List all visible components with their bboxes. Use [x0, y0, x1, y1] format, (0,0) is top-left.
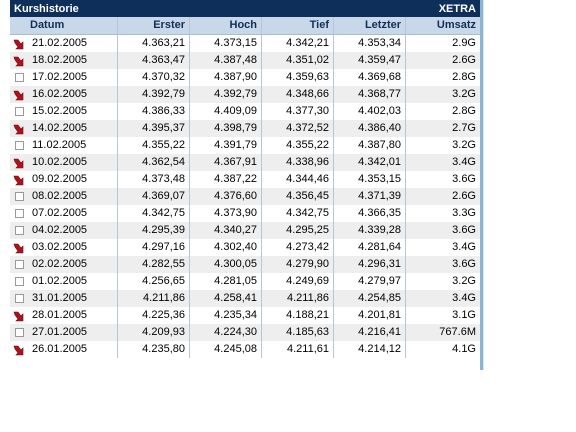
table-body [10, 35, 480, 358]
cell-erster: 4.395,37 [118, 120, 190, 137]
red-down-arrow-icon [10, 307, 28, 324]
cell-tief: 4.211,86 [262, 290, 334, 307]
cell-letzter: 4.387,80 [334, 137, 406, 154]
cell-tief: 4.295,25 [262, 222, 334, 239]
cell-umsatz: 3.4G [452, 241, 476, 253]
table-row[interactable] [10, 154, 480, 171]
cell-hoch: 4.376,60 [190, 188, 262, 205]
cell-umsatz: 2.7G [452, 122, 476, 134]
cell-hoch: 4.392,79 [190, 86, 262, 103]
table-row[interactable] [10, 171, 480, 188]
cell-hoch: 4.373,15 [190, 35, 262, 52]
cell-hoch: 4.409,09 [190, 103, 262, 120]
cell-datum: 15.02.2005 [28, 103, 118, 120]
cell-hoch: 4.281,05 [190, 273, 262, 290]
cell-erster: 4.235,80 [118, 341, 190, 358]
empty-checkbox-icon [10, 290, 28, 307]
cell-datum: 04.02.2005 [28, 222, 118, 239]
cell-letzter: 4.201,81 [334, 307, 406, 324]
cell-erster: 4.363,21 [118, 35, 190, 52]
table-row[interactable] [10, 324, 480, 341]
red-down-arrow-icon [10, 154, 28, 171]
column-header-tief[interactable]: Tief [262, 17, 334, 34]
cell-tief: 4.342,75 [262, 205, 334, 222]
empty-checkbox-icon [10, 69, 28, 86]
cell-tief: 4.359,63 [262, 69, 334, 86]
cell-erster: 4.342,75 [118, 205, 190, 222]
cell-datum: 07.02.2005 [28, 205, 118, 222]
cell-datum: 03.02.2005 [28, 239, 118, 256]
cell-erster: 4.295,39 [118, 222, 190, 239]
column-header-umsatz[interactable]: Umsatz [436, 19, 476, 31]
table-row[interactable] [10, 52, 480, 69]
table-row[interactable] [10, 273, 480, 290]
cell-datum: 11.02.2005 [28, 137, 118, 154]
cell-datum: 10.02.2005 [28, 154, 118, 171]
red-down-arrow-icon [10, 341, 28, 358]
cell-hoch: 4.387,90 [190, 69, 262, 86]
cell-hoch: 4.367,91 [190, 154, 262, 171]
cell-umsatz: 2.6G [452, 190, 476, 202]
cell-letzter: 4.366,35 [334, 205, 406, 222]
cell-erster: 4.211,86 [118, 290, 190, 307]
cell-letzter: 4.342,01 [334, 154, 406, 171]
cell-tief: 4.372,52 [262, 120, 334, 137]
cell-datum: 26.01.2005 [28, 341, 118, 358]
table-row[interactable] [10, 35, 480, 52]
cell-umsatz: 2.8G [452, 71, 476, 83]
cell-letzter: 4.371,39 [334, 188, 406, 205]
cell-letzter: 4.353,34 [334, 35, 406, 52]
cell-erster: 4.225,36 [118, 307, 190, 324]
cell-umsatz: 3.2G [452, 275, 476, 287]
cell-datum: 18.02.2005 [28, 52, 118, 69]
kurshistorie-panel [10, 0, 480, 358]
cell-letzter: 4.216,41 [334, 324, 406, 341]
red-down-arrow-icon [10, 239, 28, 256]
cell-erster: 4.373,48 [118, 171, 190, 188]
cell-hoch: 4.245,08 [190, 341, 262, 358]
red-down-arrow-icon [10, 120, 28, 137]
scrollbar-edge [483, 0, 484, 370]
cell-tief: 4.344,46 [262, 171, 334, 188]
column-header-letzter[interactable]: Letzter [334, 17, 406, 34]
table-header [10, 17, 480, 35]
cell-tief: 4.338,96 [262, 154, 334, 171]
cell-hoch: 4.224,30 [190, 324, 262, 341]
header-icon-spacer [10, 17, 28, 34]
table-row[interactable] [10, 205, 480, 222]
red-down-arrow-icon [10, 35, 28, 52]
cell-datum: 21.02.2005 [28, 35, 118, 52]
cell-erster: 4.282,55 [118, 256, 190, 273]
cell-tief: 4.188,21 [262, 307, 334, 324]
cell-tief: 4.185,63 [262, 324, 334, 341]
cell-tief: 4.211,61 [262, 341, 334, 358]
cell-datum: 01.02.2005 [28, 273, 118, 290]
cell-erster: 4.369,07 [118, 188, 190, 205]
cell-datum: 08.02.2005 [28, 188, 118, 205]
cell-letzter: 4.353,15 [334, 171, 406, 188]
cell-tief: 4.342,21 [262, 35, 334, 52]
cell-erster: 4.363,47 [118, 52, 190, 69]
cell-erster: 4.386,33 [118, 103, 190, 120]
cell-tief: 4.377,30 [262, 103, 334, 120]
cell-tief: 4.348,66 [262, 86, 334, 103]
column-header-datum[interactable]: Datum [28, 17, 118, 34]
table-row[interactable] [10, 103, 480, 120]
table-row[interactable] [10, 222, 480, 239]
empty-checkbox-icon [10, 324, 28, 341]
cell-hoch: 4.391,79 [190, 137, 262, 154]
cell-hoch: 4.387,48 [190, 52, 262, 69]
cell-hoch: 4.398,79 [190, 120, 262, 137]
cell-hoch: 4.373,90 [190, 205, 262, 222]
cell-umsatz: 3.6G [452, 258, 476, 270]
cell-umsatz: 2.9G [452, 37, 476, 49]
panel-title: Kurshistorie [14, 2, 79, 15]
column-header-hoch[interactable]: Hoch [190, 17, 262, 34]
cell-hoch: 4.235,34 [190, 307, 262, 324]
cell-umsatz: 4.1G [452, 343, 476, 355]
cell-umsatz: 3.6G [452, 173, 476, 185]
empty-checkbox-icon [10, 137, 28, 154]
empty-checkbox-icon [10, 205, 28, 222]
red-down-arrow-icon [10, 171, 28, 188]
cell-umsatz: 3.2G [452, 88, 476, 100]
cell-erster: 4.370,32 [118, 69, 190, 86]
cell-erster: 4.355,22 [118, 137, 190, 154]
cell-tief: 4.356,45 [262, 188, 334, 205]
red-down-arrow-icon [10, 86, 28, 103]
cell-letzter: 4.279,97 [334, 273, 406, 290]
cell-erster: 4.297,16 [118, 239, 190, 256]
cell-umsatz: 3.2G [452, 139, 476, 151]
cell-tief: 4.249,69 [262, 273, 334, 290]
cell-hoch: 4.302,40 [190, 239, 262, 256]
table-row[interactable] [10, 239, 480, 256]
table-row[interactable] [10, 307, 480, 324]
cell-erster: 4.209,93 [118, 324, 190, 341]
table-row[interactable] [10, 256, 480, 273]
cell-datum: 17.02.2005 [28, 69, 118, 86]
cell-hoch: 4.340,27 [190, 222, 262, 239]
cell-datum: 02.02.2005 [28, 256, 118, 273]
cell-tief: 4.279,90 [262, 256, 334, 273]
cell-datum: 16.02.2005 [28, 86, 118, 103]
cell-erster: 4.256,65 [118, 273, 190, 290]
empty-checkbox-icon [10, 222, 28, 239]
cell-letzter: 4.296,31 [334, 256, 406, 273]
cell-datum: 14.02.2005 [28, 120, 118, 137]
cell-letzter: 4.214,12 [334, 341, 406, 358]
empty-checkbox-icon [10, 256, 28, 273]
red-down-arrow-icon [10, 52, 28, 69]
table-row[interactable] [10, 120, 480, 137]
cell-letzter: 4.369,68 [334, 69, 406, 86]
cell-letzter: 4.339,28 [334, 222, 406, 239]
cell-erster: 4.392,79 [118, 86, 190, 103]
table-row[interactable] [10, 137, 480, 154]
cell-umsatz: 3.4G [452, 156, 476, 168]
table-row[interactable] [10, 69, 480, 86]
table-row[interactable] [10, 188, 480, 205]
cell-umsatz: 3.4G [452, 292, 476, 304]
cell-umsatz: 2.8G [452, 105, 476, 117]
cell-umsatz: 3.3G [452, 207, 476, 219]
table-row[interactable] [10, 341, 480, 358]
cell-datum: 09.02.2005 [28, 171, 118, 188]
cell-umsatz: 2.6G [452, 54, 476, 66]
cell-hoch: 4.258,41 [190, 290, 262, 307]
cell-umsatz: 767.6M [439, 326, 476, 338]
empty-checkbox-icon [10, 188, 28, 205]
empty-checkbox-icon [10, 273, 28, 290]
column-header-erster[interactable]: Erster [118, 17, 190, 34]
cell-umsatz: 3.6G [452, 224, 476, 236]
cell-umsatz: 3.1G [452, 309, 476, 321]
panel-title-bar [10, 0, 480, 17]
cell-letzter: 4.254,85 [334, 290, 406, 307]
cell-hoch: 4.387,22 [190, 171, 262, 188]
cell-tief: 4.355,22 [262, 137, 334, 154]
cell-letzter: 4.281,64 [334, 239, 406, 256]
cell-datum: 28.01.2005 [28, 307, 118, 324]
cell-datum: 31.01.2005 [28, 290, 118, 307]
cell-tief: 4.273,42 [262, 239, 334, 256]
cell-hoch: 4.300,05 [190, 256, 262, 273]
exchange-label: XETRA [438, 2, 476, 15]
empty-checkbox-icon [10, 103, 28, 120]
table-row[interactable] [10, 86, 480, 103]
table-row[interactable] [10, 290, 480, 307]
cell-letzter: 4.359,47 [334, 52, 406, 69]
cell-letzter: 4.368,77 [334, 86, 406, 103]
cell-erster: 4.362,54 [118, 154, 190, 171]
cell-letzter: 4.402,03 [334, 103, 406, 120]
cell-letzter: 4.386,40 [334, 120, 406, 137]
cell-tief: 4.351,02 [262, 52, 334, 69]
cell-datum: 27.01.2005 [28, 324, 118, 341]
